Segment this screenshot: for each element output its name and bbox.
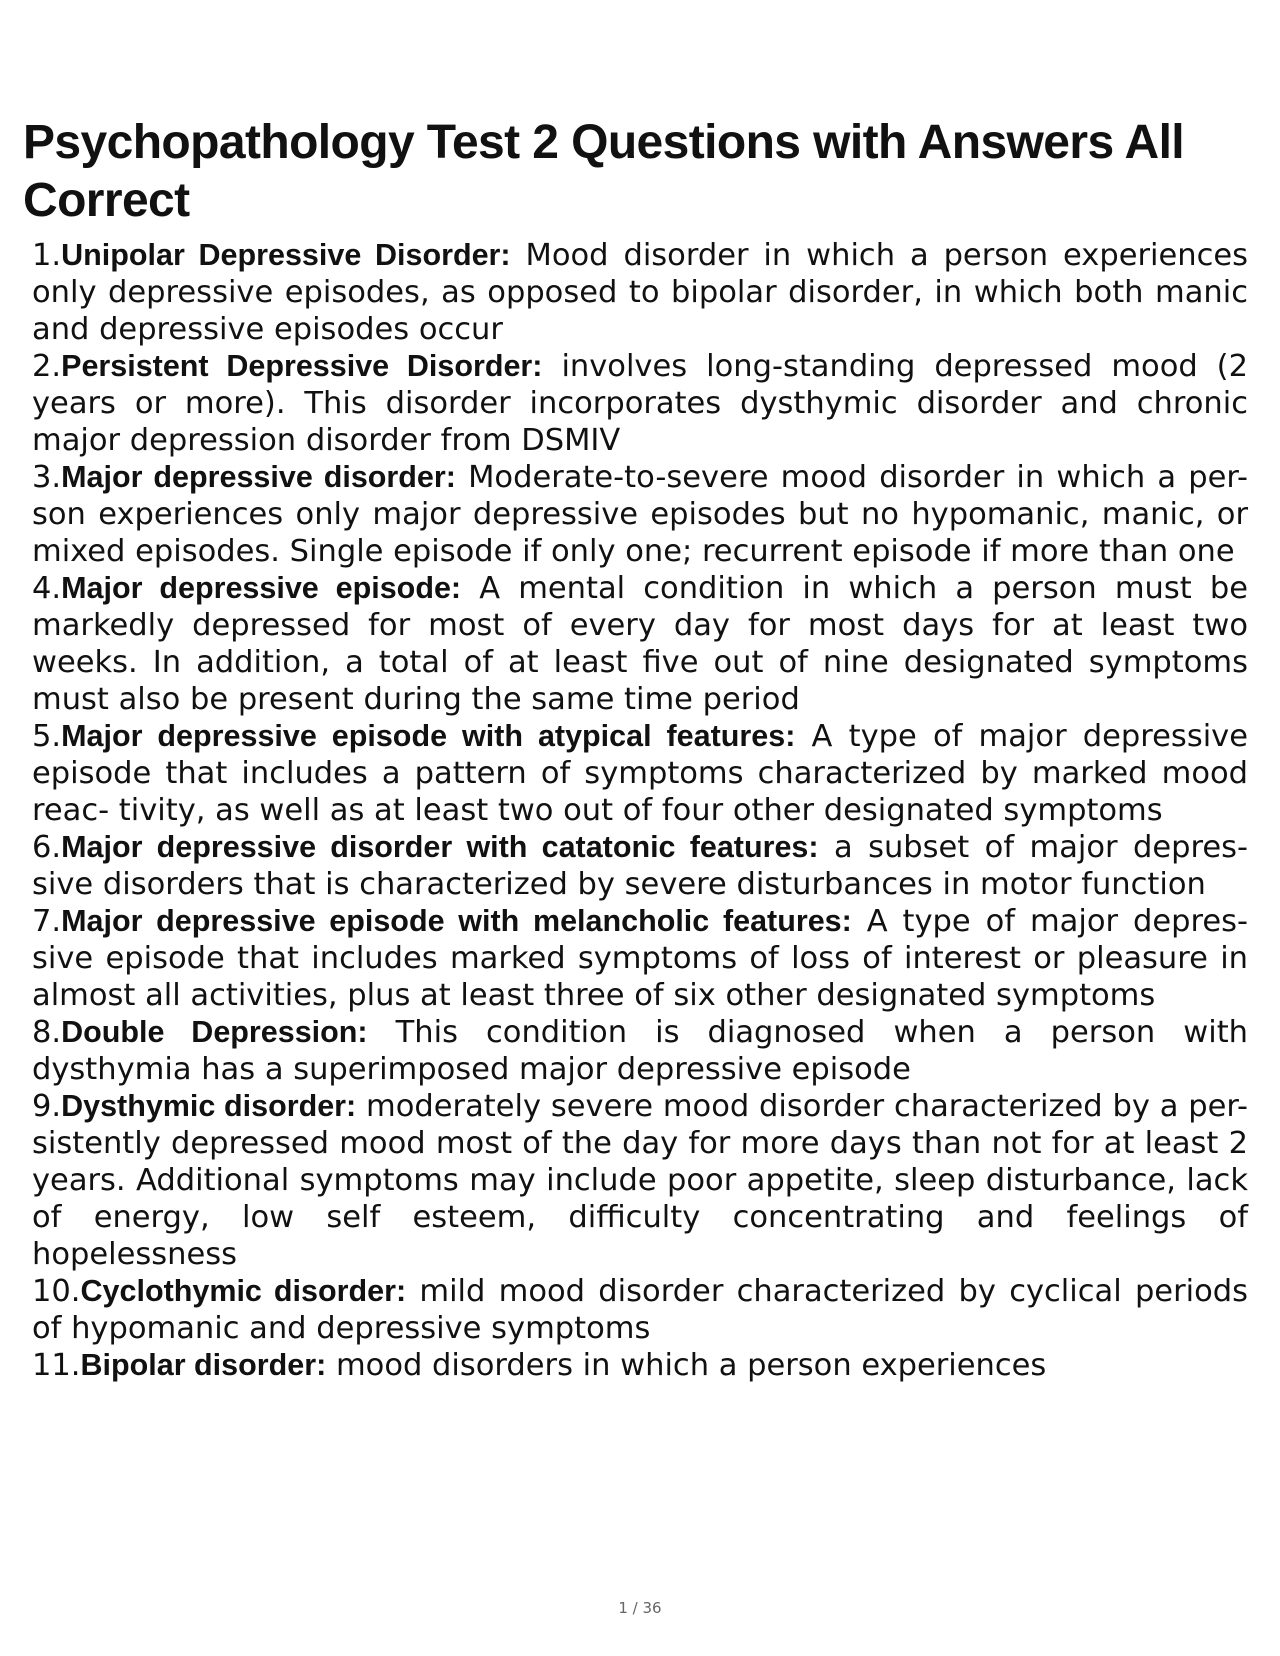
- item-term: Major depressive disorder with catatonic features:: [61, 830, 819, 864]
- item-term: Double Depression:: [61, 1015, 368, 1049]
- list-item: [32, 1347, 1248, 1384]
- item-term: Dysthymic disorder:: [61, 1089, 357, 1123]
- item-number: 6.: [32, 830, 62, 865]
- item-definition: involves long-standing depressed mood (2 years or more). This disorder incorporates dysthymic disorder and chronic major depression disorder from DSMIV: [32, 349, 1248, 458]
- document-title: Psychopathology Test 2 Questions with Answers All Correct: [23, 116, 1185, 227]
- list-item: [32, 1014, 1248, 1088]
- list-item: [32, 718, 1248, 829]
- item-number: 11.: [32, 1348, 81, 1383]
- item-definition: moderately severe mood disorder characterized by a per- sistently depressed mood most of the day for more days than not for at least 2 years. Additional symptoms may include poor appetite, sleep disturbance, lack of energy, low self esteem, difficulty concentrating and feelings of hopelessness: [32, 1089, 1248, 1272]
- list-item: [32, 903, 1248, 1014]
- item-number: 5.: [32, 719, 62, 754]
- item-term: Major depressive disorder:: [61, 460, 456, 494]
- item-number: 3.: [32, 460, 62, 495]
- item-definition: A type of major depressive episode that includes a pattern of symptoms characterized by marked mood reac- tivity, as well as at least two out of four other designated symptoms: [32, 719, 1248, 828]
- item-definition: Moderate-to-severe mood disorder in which a per- son experiences only major depressive episodes but no hypomanic, manic, or mixed episodes. Single episode if only one; recurrent episode if more than one: [32, 460, 1249, 569]
- list-item: [32, 459, 1248, 570]
- item-definition: A type of major depres- sive episode that includes marked symptoms of loss of interest or pleasure in almost all activities, plus at least three of six other designated symptoms: [32, 904, 1249, 1013]
- item-definition: A mental condition in which a person must be markedly depressed for most of every day for most days for at least two weeks. In addition, a total of at least five out of nine designated symptoms must also be present during the same time period: [32, 571, 1248, 717]
- item-number: 10.: [32, 1274, 81, 1309]
- item-definition: mild mood disorder characterized by cyclical periods of hypomanic and depressive symptoms: [32, 1274, 1248, 1346]
- item-definition: Mood disorder in which a person experiences only depressive episodes, as opposed to bipolar disorder, in which both manic and depressive episodes occur: [32, 238, 1248, 347]
- page-number: 1 / 36: [618, 1599, 662, 1617]
- item-term: Unipolar Depressive Disorder:: [61, 238, 511, 272]
- list-item: [32, 1273, 1248, 1347]
- item-number: 4.: [32, 571, 62, 606]
- list-item: [32, 237, 1248, 348]
- item-definition: This condition is diagnosed when a person with dysthymia has a superimposed major depressive episode: [32, 1015, 1248, 1087]
- list-item: [32, 1088, 1248, 1273]
- item-definition: mood disorders in which a person experiences: [326, 1348, 1047, 1383]
- item-number: 7.: [32, 904, 62, 939]
- list-item: [32, 570, 1248, 718]
- list-item: [32, 348, 1248, 459]
- item-number: 1.: [32, 238, 62, 273]
- item-term: Bipolar disorder:: [80, 1348, 327, 1382]
- item-term: Major depressive episode with melancholic features:: [61, 904, 852, 938]
- item-number: 8.: [32, 1015, 62, 1050]
- item-term: Cyclothymic disorder:: [80, 1274, 407, 1308]
- item-definition: a subset of major depres- sive disorders that is characterized by severe disturbances in motor function: [32, 830, 1248, 902]
- question-answer-list: [32, 237, 1248, 1384]
- list-item: [32, 829, 1248, 903]
- item-number: 2.: [32, 349, 62, 384]
- item-term: Major depressive episode with atypical features:: [61, 719, 796, 753]
- item-term: Persistent Depressive Disorder:: [61, 349, 543, 383]
- item-number: 9.: [32, 1089, 62, 1124]
- item-term: Major depressive episode:: [61, 571, 462, 605]
